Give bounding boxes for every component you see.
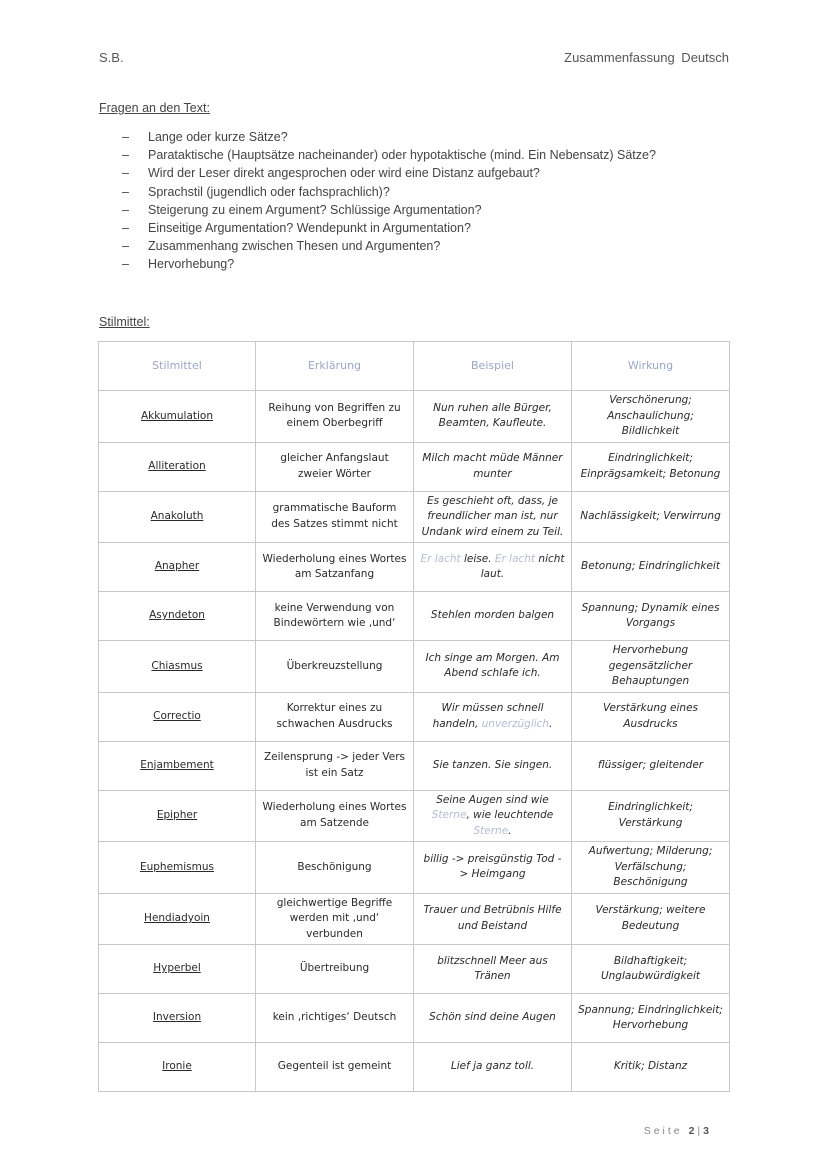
explanation-cell: Übertreibung: [256, 945, 414, 994]
effect-cell: Spannung; Eindringlichkeit; Hervorhebung: [572, 994, 730, 1043]
explanation-cell: Korrektur eines zu schwachen Ausdrucks: [256, 692, 414, 741]
footer-page-number: 2: [688, 1125, 698, 1137]
question-text: Parataktische (Hauptsätze nacheinander) oder hypotaktische (mind. Ein Nebensatz) Sätze?: [148, 148, 656, 163]
explanation-cell: Gegenteil ist gemeint: [256, 1043, 414, 1092]
list-item: [99, 219, 656, 237]
term-cell: Euphemismus: [99, 842, 256, 894]
term-cell: Anakoluth: [99, 491, 256, 543]
explanation-cell: gleichwertige Begriffe werden mit ‚und‘ verbunden: [256, 893, 414, 945]
example-cell: Ich singe am Morgen. Am Abend schlafe ich.: [414, 641, 572, 693]
example-cell: Er lacht leise. Er lacht nicht laut.: [414, 543, 572, 592]
example-cell: Wir müssen schnell handeln, unverzüglich.: [414, 692, 572, 741]
table-row: [99, 994, 730, 1043]
column-header-erklaerung: Erklärung: [256, 342, 414, 391]
table-header-row: [99, 342, 730, 391]
explanation-cell: Wiederholung eines Wortes am Satzanfang: [256, 543, 414, 592]
list-item: [99, 183, 656, 201]
effect-cell: Betonung; Eindringlichkeit: [572, 543, 730, 592]
term-cell: Inversion: [99, 994, 256, 1043]
example-cell: billig -> preisgünstig Tod -> Heimgang: [414, 842, 572, 894]
footer-page-total: 3: [703, 1125, 712, 1137]
term-cell: Epipher: [99, 790, 256, 842]
column-header-wirkung: Wirkung: [572, 342, 730, 391]
list-item: [99, 146, 656, 164]
explanation-cell: Reihung von Begriffen zu einem Oberbegriff: [256, 391, 414, 443]
column-header-beispiel: Beispiel: [414, 342, 572, 391]
dash-bullet: –: [122, 166, 129, 181]
page-footer: [644, 1125, 712, 1137]
dash-bullet: –: [122, 202, 129, 217]
question-text: Hervorhebung?: [148, 257, 235, 272]
list-item: [99, 237, 656, 255]
example-cell: Sie tanzen. Sie singen.: [414, 741, 572, 790]
dash-bullet: –: [122, 184, 129, 199]
questions-title: Fragen an den Text:: [99, 101, 210, 115]
table-row: [99, 790, 730, 842]
header-author: S.B.: [99, 50, 124, 65]
question-text: Wird der Leser direkt angesprochen oder wird eine Distanz aufgebaut?: [148, 166, 540, 181]
term-cell: Enjambement: [99, 741, 256, 790]
question-text: Einseitige Argumentation? Wendepunkt in Argumentation?: [148, 220, 471, 235]
table-row: [99, 1043, 730, 1092]
explanation-cell: Wiederholung eines Wortes am Satzende: [256, 790, 414, 842]
effect-cell: flüssiger; gleitender: [572, 741, 730, 790]
stilmittel-table: [98, 341, 730, 1092]
question-text: Lange oder kurze Sätze?: [148, 130, 288, 144]
question-text: Steigerung zu einem Argument? Schlüssige Argumentation?: [148, 202, 482, 217]
term-cell: Anapher: [99, 543, 256, 592]
questions-list: [99, 128, 656, 274]
question-text: Sprachstil (jugendlich oder fachsprachlich)?: [148, 184, 390, 199]
explanation-cell: gleicher Anfangslaut zweier Wörter: [256, 442, 414, 491]
table-row: [99, 692, 730, 741]
term-cell: Ironie: [99, 1043, 256, 1092]
effect-cell: Nachlässigkeit; Verwirrung: [572, 491, 730, 543]
example-cell: blitzschnell Meer aus Tränen: [414, 945, 572, 994]
list-item: [99, 128, 656, 146]
explanation-cell: kein ‚richtiges‘ Deutsch: [256, 994, 414, 1043]
term-cell: Hendiadyoin: [99, 893, 256, 945]
term-cell: Correctio: [99, 692, 256, 741]
table-row: [99, 893, 730, 945]
table-row: [99, 945, 730, 994]
table-row: [99, 442, 730, 491]
example-cell: Nun ruhen alle Bürger, Beamten, Kaufleute.: [414, 391, 572, 443]
effect-cell: Bildhaftigkeit; Unglaubwürdigkeit: [572, 945, 730, 994]
effect-cell: Eindringlichkeit; Verstärkung: [572, 790, 730, 842]
list-item: [99, 201, 656, 219]
term-cell: Hyperbel: [99, 945, 256, 994]
list-item: [99, 255, 656, 273]
example-cell: Es geschieht oft, dass, je freundlicher man ist, nur Undank wird einem zu Teil.: [414, 491, 572, 543]
table-row: [99, 741, 730, 790]
table-row: [99, 842, 730, 894]
table-row: [99, 592, 730, 641]
example-cell: Lief ja ganz toll.: [414, 1043, 572, 1092]
header-title: Zusammenfassung Deutsch: [564, 50, 729, 65]
effect-cell: Verstärkung eines Ausdrucks: [572, 692, 730, 741]
term-cell: Alliteration: [99, 442, 256, 491]
dash-bullet: –: [122, 257, 129, 272]
example-cell: Stehlen morden balgen: [414, 592, 572, 641]
table-row: [99, 641, 730, 693]
example-cell: Milch macht müde Männer munter: [414, 442, 572, 491]
table-row: [99, 491, 730, 543]
footer-separator: |: [697, 1125, 704, 1137]
effect-cell: Verstärkung; weitere Bedeutung: [572, 893, 730, 945]
dash-bullet: –: [122, 239, 129, 254]
dash-bullet: –: [122, 220, 129, 235]
question-text: Zusammenhang zwischen Thesen und Argumenten?: [148, 239, 441, 254]
explanation-cell: Überkreuzstellung: [256, 641, 414, 693]
column-header-stilmittel: Stilmittel: [99, 342, 256, 391]
effect-cell: Aufwertung; Milderung; Verfälschung; Beschönigung: [572, 842, 730, 894]
effect-cell: Kritik; Distanz: [572, 1043, 730, 1092]
explanation-cell: grammatische Bauform des Satzes stimmt nicht: [256, 491, 414, 543]
list-item: [99, 164, 656, 182]
explanation-cell: Beschönigung: [256, 842, 414, 894]
effect-cell: Spannung; Dynamik eines Vorgangs: [572, 592, 730, 641]
explanation-cell: Zeilensprung -> jeder Vers ist ein Satz: [256, 741, 414, 790]
effect-cell: Eindringlichkeit; Einprägsamkeit; Betonung: [572, 442, 730, 491]
effect-cell: Verschönerung; Anschaulichung; Bildlichkeit: [572, 391, 730, 443]
dash-bullet: –: [122, 148, 129, 163]
term-cell: Akkumulation: [99, 391, 256, 443]
table-row: [99, 543, 730, 592]
explanation-cell: keine Verwendung von Bindewörtern wie ‚und‘: [256, 592, 414, 641]
term-cell: Chiasmus: [99, 641, 256, 693]
footer-label: Seite: [643, 1125, 683, 1137]
stilmittel-title: Stilmittel:: [99, 315, 150, 329]
dash-bullet: –: [122, 130, 129, 144]
table-row: [99, 391, 730, 443]
example-cell: Schön sind deine Augen: [414, 994, 572, 1043]
example-cell: Trauer und Betrübnis Hilfe und Beistand: [414, 893, 572, 945]
term-cell: Asyndeton: [99, 592, 256, 641]
effect-cell: Hervorhebung gegensätzlicher Behauptungen: [572, 641, 730, 693]
example-cell: Seine Augen sind wie Sterne, wie leuchtende Sterne.: [414, 790, 572, 842]
